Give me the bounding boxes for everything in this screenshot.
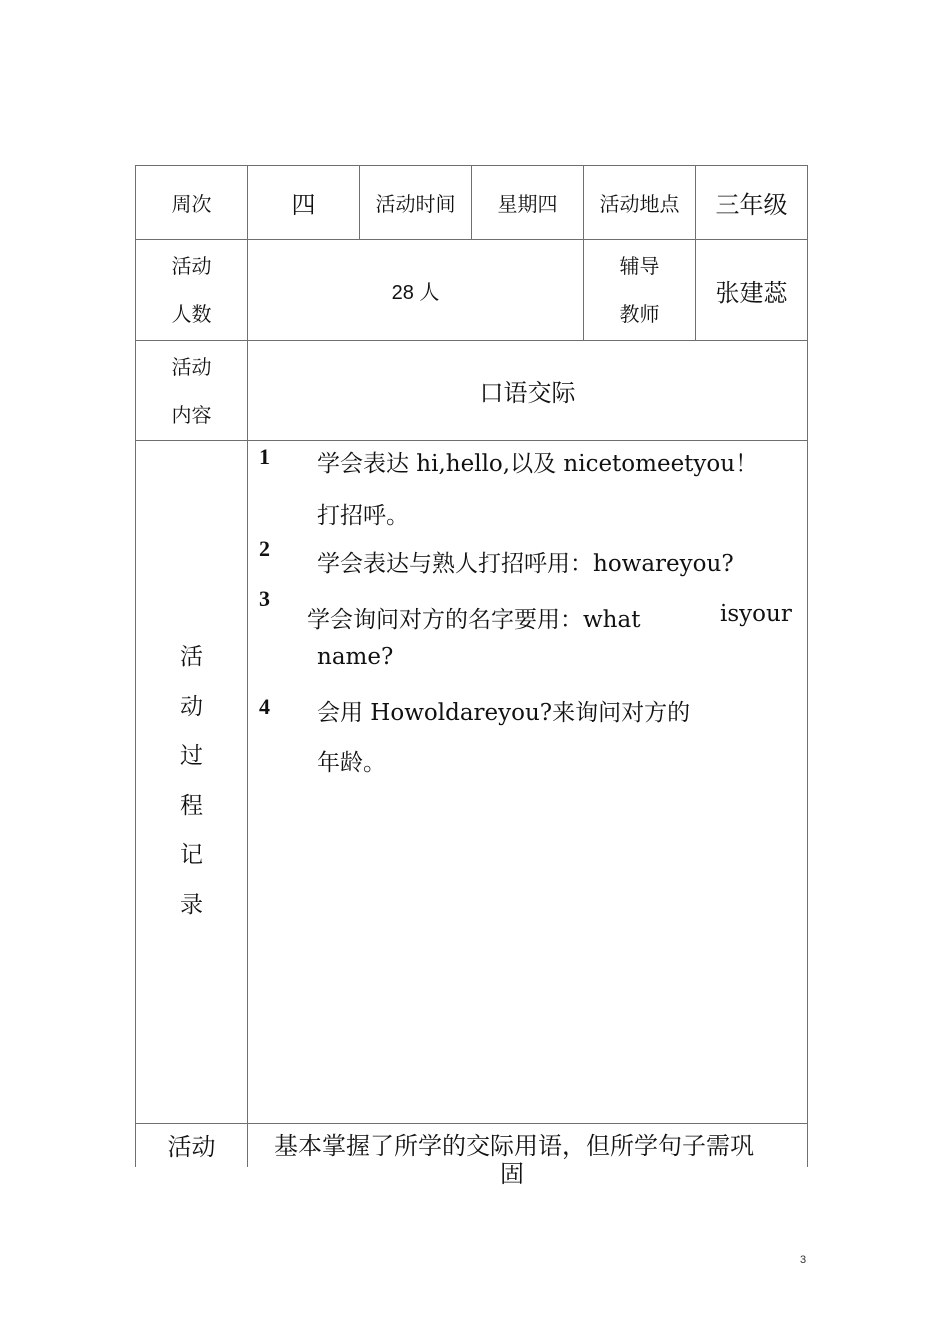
result-label: 活动 — [167, 1132, 216, 1161]
teacher-label — [584, 240, 695, 340]
content-label-line2: 内容 — [171, 402, 212, 427]
item-3-text: 学会询问对方的名字要用：what — [307, 607, 641, 633]
teacher-label-line1: 辅导 — [619, 254, 660, 278]
page-number: 3 — [800, 1254, 807, 1266]
count-value: 28 人 — [391, 281, 440, 304]
process-label-char: 活 — [180, 644, 203, 670]
count-label-line2: 人数 — [171, 302, 212, 326]
process-label-char: 动 — [180, 693, 203, 720]
time-label: 活动时间 — [375, 192, 456, 216]
item-4-number: 4 — [259, 694, 270, 719]
item-3-text-cont: name? — [317, 644, 394, 670]
item-1-text-cont: 打招呼。 — [317, 503, 409, 529]
process-label — [136, 633, 247, 930]
row-divider-3 — [135, 440, 808, 441]
content-value: 口语交际 — [479, 379, 576, 407]
count-label-line1: 活动 — [171, 254, 212, 278]
item-2-number: 2 — [259, 536, 270, 561]
process-label-char: 程 — [180, 792, 203, 819]
item-3-number: 3 — [259, 586, 270, 611]
item-1-text: 学会表达 hi,hello,以及 nicetomeetyou！ — [317, 451, 759, 477]
process-label-char: 记 — [180, 842, 203, 868]
result-value: 基本掌握了所学的交际用语，但所学句子需巩 — [274, 1132, 754, 1160]
place-label: 活动地点 — [599, 192, 680, 216]
content-label — [136, 341, 247, 440]
table-right-border — [807, 165, 808, 1167]
place-value: 三年级 — [715, 191, 788, 219]
process-label-char: 录 — [180, 891, 203, 918]
item-2-text: 学会表达与熟人打招呼用：howareyou? — [317, 551, 734, 577]
result-value-clip — [248, 1124, 807, 1188]
time-value: 星期四 — [497, 192, 558, 216]
item-3-text-tail: isyour — [720, 601, 792, 627]
teacher-label-line2: 教师 — [619, 302, 660, 326]
week-label: 周次 — [171, 192, 212, 216]
week-value: 四 — [291, 191, 316, 219]
item-4-text: 会用 Howoldareyou?来询问对方的 — [317, 700, 691, 726]
count-label — [136, 240, 247, 340]
item-4-text-cont: 年龄。 — [317, 750, 386, 776]
content-label-line1: 活动 — [171, 354, 212, 379]
result-value-cut: 固 — [500, 1160, 524, 1188]
item-1-number: 1 — [259, 444, 270, 469]
process-label-char: 过 — [180, 743, 203, 769]
teacher-value: 张建蕊 — [715, 278, 788, 307]
